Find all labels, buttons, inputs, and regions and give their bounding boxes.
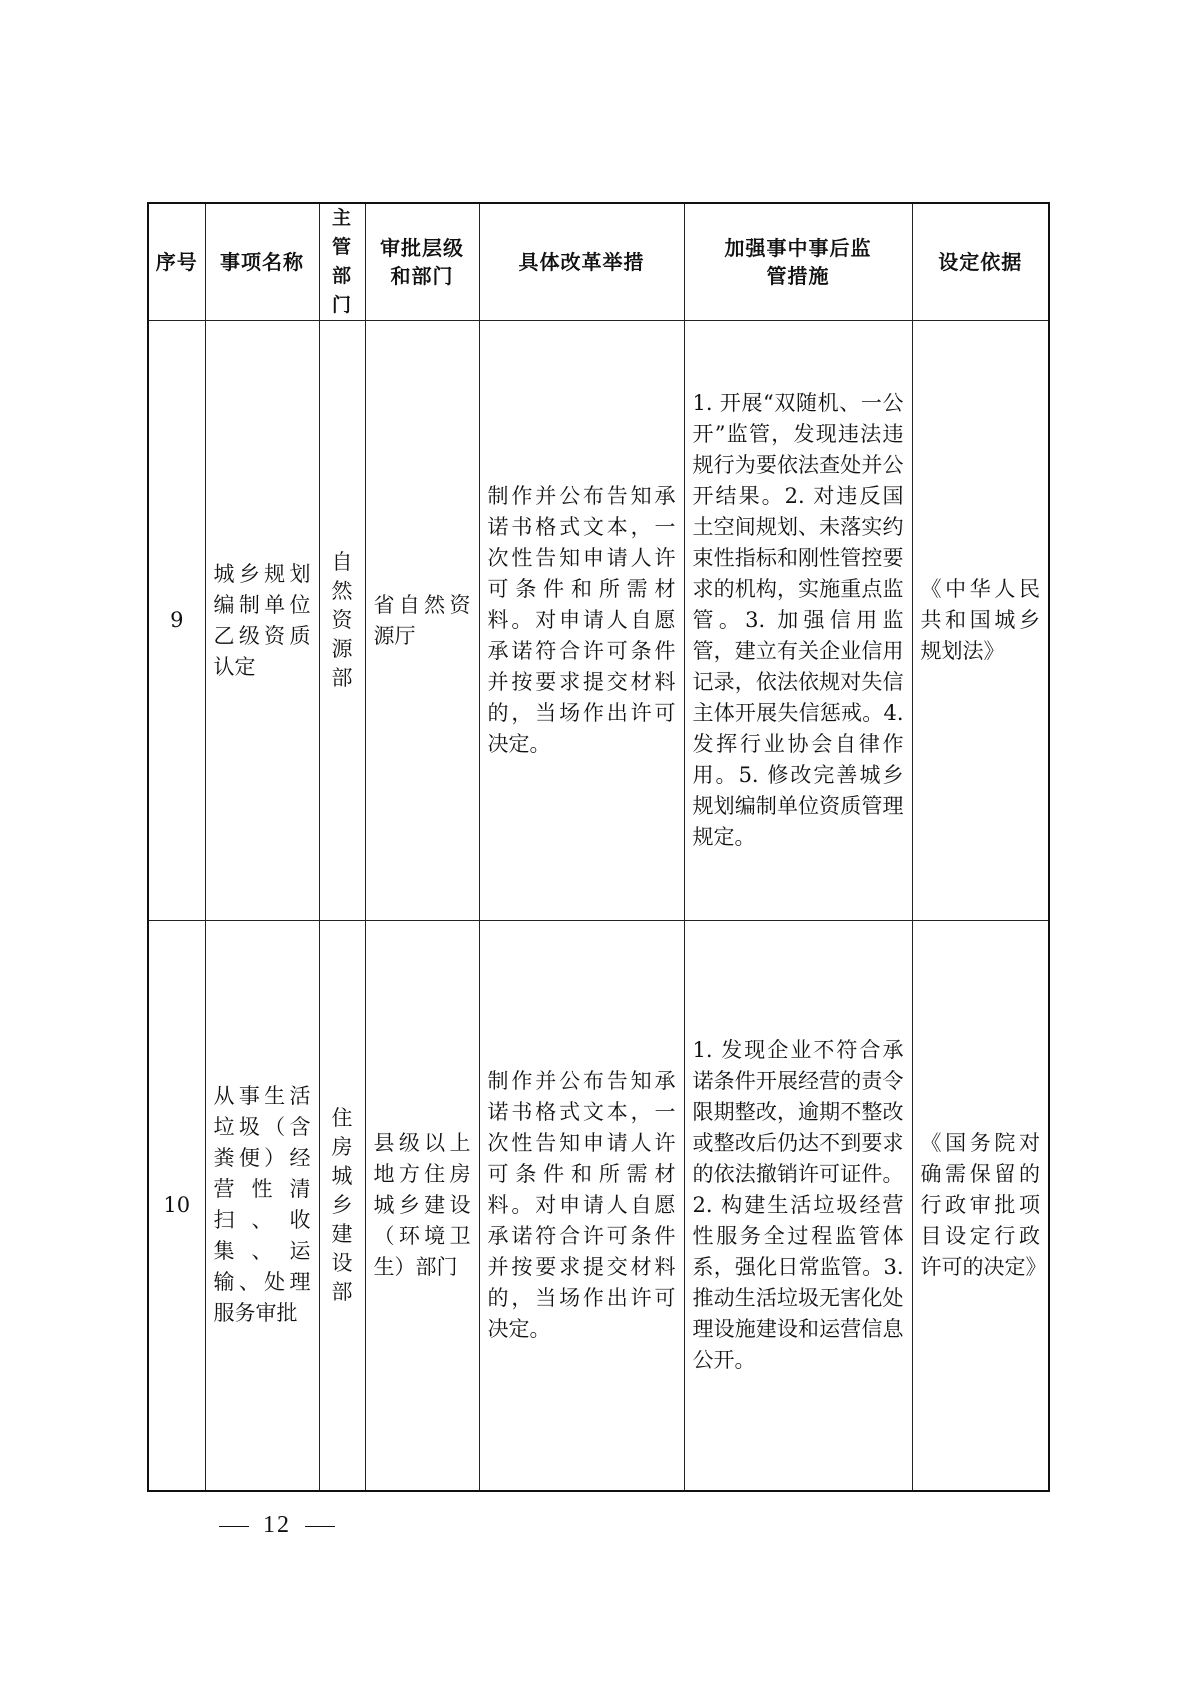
row-approval-cell — [365, 921, 479, 1491]
row-item-cell — [205, 921, 319, 1491]
header-legal-basis: 设定依据 — [912, 203, 1049, 321]
header-approval-cell — [365, 203, 479, 321]
table-row — [148, 321, 1049, 921]
header-seq: 序号 — [148, 203, 205, 321]
row-reform-measures: 制作并公布告知承诺书格式文本，一次性告知申请人许可条件和所需材料。对申请人自愿承诺符合许可条件并按要求提交材料的，当场作出许可决定。 — [487, 1068, 676, 1341]
row-approval-level: 省自然资源厅 — [373, 592, 471, 648]
header-approval-level: 审批层级和部门 — [380, 236, 464, 288]
row-supervision: 1. 发现企业不符合承诺条件开展经营的责令限期整改，逾期不整改或整改后仍达不到要求的依法撤销许可证件。2. 构建生活垃圾经营性服务全过程监管体系，强化日常监管。3. 推动生活垃圾无害化处理设施建设和运营信息公开。 — [692, 1037, 904, 1372]
row-seq: 9 — [148, 321, 205, 921]
row-supervision-cell — [684, 321, 912, 921]
row-supervision-cell — [684, 921, 912, 1491]
page-number: 12 — [263, 1512, 291, 1538]
header-dept-cell — [319, 203, 365, 321]
row-reform-cell — [479, 921, 684, 1491]
row-dept-cell — [319, 921, 365, 1491]
row-reform-measures: 制作并公布告知承诺书格式文本，一次性告知申请人许可条件和所需材料。对申请人自愿承诺符合许可条件并按要求提交材料的，当场作出许可决定。 — [487, 484, 676, 756]
header-supervision-cell — [684, 203, 912, 321]
header-reform-measures: 具体改革举措 — [479, 203, 684, 321]
header-item-name: 事项名称 — [205, 203, 319, 321]
header-supervision: 加强事中事后监管措施 — [724, 236, 872, 288]
header-dept: 主管部门 — [331, 207, 352, 316]
row-item-name: 城乡规划编制单位乙级资质认定 — [213, 561, 311, 679]
footer-dash-right — [305, 1526, 335, 1528]
row-seq: 10 — [148, 921, 205, 1491]
page-footer — [205, 1512, 349, 1539]
row-legal-cell — [912, 321, 1049, 921]
row-dept: 住房城乡建设部 — [331, 1105, 353, 1304]
reform-table — [147, 202, 1050, 1492]
row-dept: 自然资源部 — [331, 550, 353, 690]
row-approval-cell — [365, 321, 479, 921]
row-legal-basis: 《国务院对确需保留的行政审批项目设定行政许可的决定》 — [920, 1130, 1047, 1279]
table-row — [148, 921, 1049, 1491]
row-reform-cell — [479, 321, 684, 921]
row-dept-cell — [319, 321, 365, 921]
row-item-name: 从事生活垃圾（含粪便）经营性清扫、收集、运输、处理服务审批 — [213, 1084, 311, 1326]
footer-dash-left — [219, 1526, 249, 1528]
row-approval-level: 县级以上地方住房城乡建设（环境卫生）部门 — [373, 1130, 471, 1279]
table-header-row — [148, 203, 1049, 321]
row-legal-cell — [912, 921, 1049, 1491]
row-item-cell — [205, 321, 319, 921]
row-legal-basis: 《中华人民共和国城乡规划法》 — [920, 577, 1040, 663]
row-supervision: 1. 开展“双随机、一公开”监管，发现违法违规行为要依法查处并公开结果。2. 对违反国土空间规划、未落实约束性指标和刚性管控要求的机构，实施重点监管。3. 加强信用监管，建立有关企业信用记录，依法依规对失信主体开展失信惩戒。4. 发挥行业协会自律作用。5. 修改完善城乡规划编制单位资质管理规定。 — [692, 391, 904, 849]
